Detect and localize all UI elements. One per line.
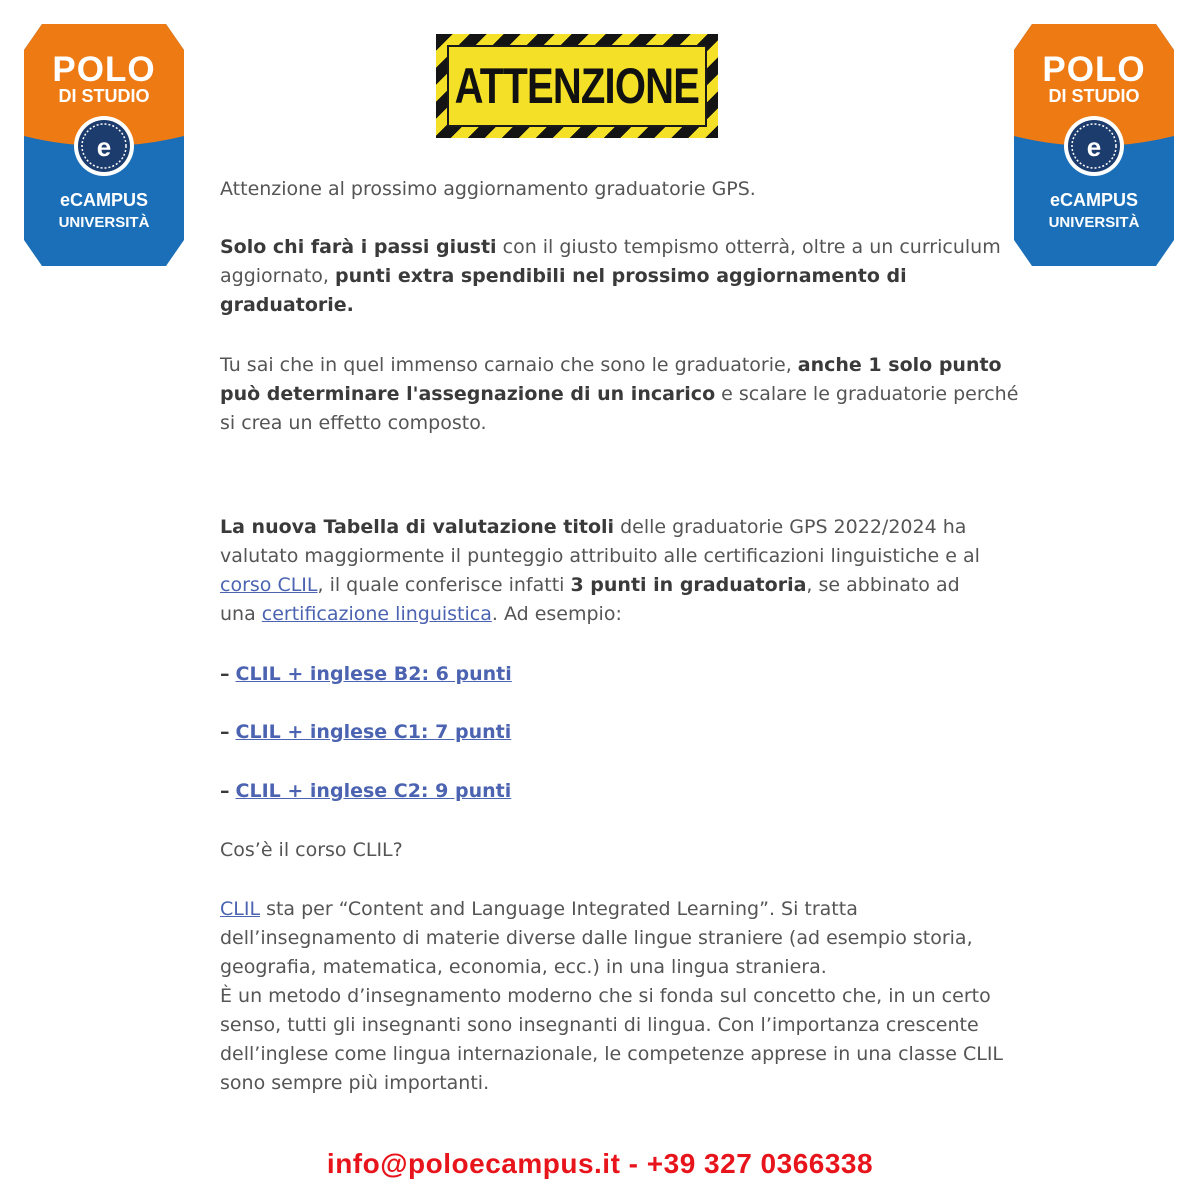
svg-text:e: e [1086, 132, 1102, 162]
body-text: , il quale conferisce infatti [317, 574, 571, 596]
clil-definition-paragraph [220, 895, 1010, 1098]
corso-clil-link[interactable]: corso CLIL [220, 574, 318, 596]
badge-line-brand: eCAMPUS [1049, 190, 1138, 210]
badge-line-universita: UNIVERSITÀ [1048, 214, 1140, 231]
option-item [220, 660, 1020, 689]
option-link-c1[interactable]: CLIL + inglese C1: 7 punti [235, 721, 512, 743]
badge-line-studio: DI STUDIO [1048, 86, 1140, 106]
body-text: e scalare le graduatorie perché si crea un effetto composto. [220, 383, 1019, 434]
option-link-b2[interactable]: CLIL + inglese B2: 6 punti [235, 663, 512, 685]
body-text: . Ad esempio: [491, 603, 622, 625]
body-text: È un metodo d’insegnamento moderno che si fonda sul concetto che, in un certo senso, tutti gli insegnanti sono insegnanti di lingua. Con l’importanza crescente dell’inglese come lingua internazionale, le competenze apprese in una classe CLIL sono sempre più importanti. [220, 985, 1004, 1094]
intro-paragraph [220, 175, 1020, 204]
dash-bullet: – [220, 780, 230, 802]
badge-line-polo: POLO [1042, 50, 1146, 89]
option-link-c2[interactable]: CLIL + inglese C2: 9 punti [235, 780, 512, 802]
option-item [220, 777, 1020, 806]
bold-text: anche 1 solo punto può determinare l'assegnazione di un incarico [220, 354, 1002, 405]
bold-text: 3 punti in graduatoria [570, 574, 807, 596]
body-text: Tu sai che in quel immenso carnaio che sono le graduatorie, [220, 354, 798, 376]
option-item [220, 718, 1020, 747]
table-paragraph [220, 513, 990, 629]
svg-text:e: e [96, 132, 112, 162]
badge-line-universita: UNIVERSITÀ [58, 214, 150, 231]
dash-bullet: – [220, 721, 230, 743]
body-text: con il giusto tempismo otterrà, oltre a un curriculum aggiornato, [220, 236, 1001, 287]
intro-text: Attenzione al prossimo aggiornamento graduatorie GPS. [220, 178, 756, 200]
badge-line-polo: POLO [52, 50, 156, 89]
contact-line: info@poloecampus.it - +39 327 0366338 [326, 1148, 874, 1179]
question-heading [220, 836, 1020, 865]
clil-link[interactable]: CLIL [220, 898, 261, 920]
question-text: Cos’è il corso CLIL? [220, 839, 403, 861]
body-text: , se abbinato ad una [220, 574, 960, 625]
certificazione-linguistica-link[interactable]: certificazione linguistica [261, 603, 492, 625]
badge-line-studio: DI STUDIO [58, 86, 150, 106]
polo-logo-right [1014, 24, 1174, 266]
polo-logo-left [24, 24, 184, 266]
bold-text: punti extra spendibili nel prossimo aggiornamento di graduatorie. [220, 265, 907, 316]
body-text: delle graduatorie GPS 2022/2024 ha valutato maggiormente il punteggio attribuito alle certificazioni linguistiche e al [220, 516, 980, 567]
bold-text: Solo chi farà i passi giusti [220, 236, 497, 258]
bold-text: La nuova Tabella di valutazione titoli [220, 516, 615, 538]
attention-banner [436, 34, 718, 138]
attention-text: ATTENZIONE [454, 58, 700, 114]
dash-bullet: – [220, 663, 230, 685]
points-paragraph [220, 233, 1020, 320]
attention-banner-inner [447, 45, 707, 127]
badge-line-brand: eCAMPUS [59, 190, 148, 210]
impact-paragraph [220, 351, 1020, 438]
body-text: sta per “Content and Language Integrated Learning”. Si tratta dell’insegnamento di materie diverse dalle lingue straniere (ad esempio storia, geografia, matematica, economia, ecc.) in una lingua straniera. [220, 898, 973, 978]
